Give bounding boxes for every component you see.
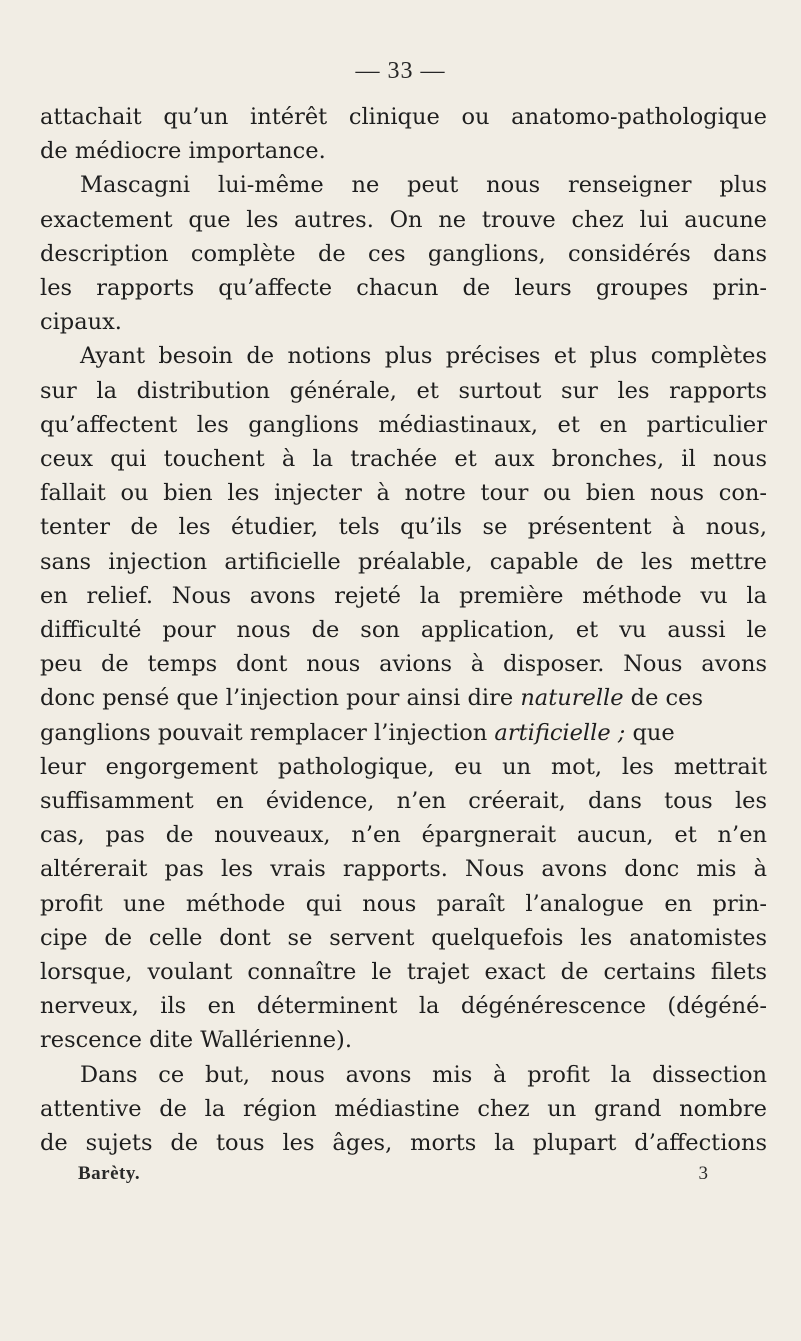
text-line-19-end: que bbox=[625, 719, 675, 746]
text-line-29: Dans ce but, nous avons mis à profit la dissection bbox=[80, 1061, 767, 1088]
text-line-26: lorsque, voulant connaître le trajet exact de certains filets bbox=[40, 959, 767, 986]
text-line-3: Mascagni lui-même ne peut nous renseigner plus bbox=[80, 172, 767, 199]
text-line-9: sur la distribution générale, et surtout sur les rapports bbox=[40, 377, 767, 404]
text-line-5: description complète de ces ganglions, considérés dans bbox=[40, 240, 767, 267]
text-line-31: de sujets de tous les âges, morts la plupart d’affections bbox=[40, 1130, 767, 1157]
text-line-24: profit une méthode qui nous paraît l’analogue en prin- bbox=[40, 890, 767, 917]
text-line-2: de médiocre importance. bbox=[40, 138, 326, 165]
italic-artificielle: artificielle ; bbox=[494, 719, 626, 746]
text-line-14: sans injection artificielle préalable, capable de les mettre bbox=[40, 548, 767, 575]
text-line-28: rescence dite Wallérienne). bbox=[40, 1027, 352, 1054]
text-line-1: attachait qu’un intérêt clinique ou anatomo-pathologique bbox=[40, 104, 767, 130]
text-line-12: fallait ou bien les injecter à notre tour ou bien nous con- bbox=[40, 480, 767, 507]
text-line-19 bbox=[40, 716, 767, 750]
body-text bbox=[40, 100, 767, 1160]
sheet-number: 3 bbox=[698, 1163, 708, 1184]
text-line-17: peu de temps dont nous avions à disposer. Nous avons bbox=[40, 651, 767, 678]
text-line-7: cipaux. bbox=[40, 309, 122, 336]
text-line-4: exactement que les autres. On ne trouve chez lui aucune bbox=[40, 206, 767, 233]
text-line-27: nerveux, ils en déterminent la dégénérescence (dégéné- bbox=[40, 993, 767, 1020]
page-number: — 33 — bbox=[355, 58, 446, 84]
text-line-21: suffisamment en évidence, n’en créerait, dans tous les bbox=[40, 788, 767, 815]
text-line-20: leur engorgement pathologique, eu un mot, les mettrait bbox=[40, 753, 767, 780]
text-line-8: Ayant besoin de notions plus précises et plus complètes bbox=[80, 343, 767, 370]
text-line-11: ceux qui touchent à la trachée et aux bronches, il nous bbox=[40, 446, 767, 473]
text-line-22: cas, pas de nouveaux, n’en épargnerait aucun, et n’en bbox=[40, 822, 767, 849]
text-line-23: altérerait pas les vrais rapports. Nous avons donc mis à bbox=[40, 856, 767, 883]
italic-naturelle: naturelle bbox=[520, 685, 624, 712]
text-line-18-end: de ces bbox=[623, 685, 704, 712]
text-line-13: tenter de les étudier, tels qu’ils se présentent à nous, bbox=[40, 514, 767, 541]
text-line-18 bbox=[40, 681, 767, 715]
text-line-18-start: donc pensé que l’injection pour ainsi dire bbox=[40, 685, 521, 712]
text-line-15: en relief. Nous avons rejeté la première méthode vu la bbox=[40, 582, 767, 609]
text-line-6: les rapports qu’affecte chacun de leurs groupes prin- bbox=[40, 275, 767, 302]
text-line-10: qu’affectent les ganglions médiastinaux, et en particulier bbox=[40, 411, 767, 438]
text-line-19-start: ganglions pouvait remplacer l’injection bbox=[40, 719, 495, 746]
text-line-30: attentive de la région médiastine chez un grand nombre bbox=[40, 1095, 767, 1122]
text-line-25: cipe de celle dont se servent quelquefois les anatomistes bbox=[40, 924, 767, 951]
signature-mark: Barèty. bbox=[78, 1163, 141, 1184]
text-line-16: difficulté pour nous de son application, et vu aussi le bbox=[40, 617, 767, 644]
